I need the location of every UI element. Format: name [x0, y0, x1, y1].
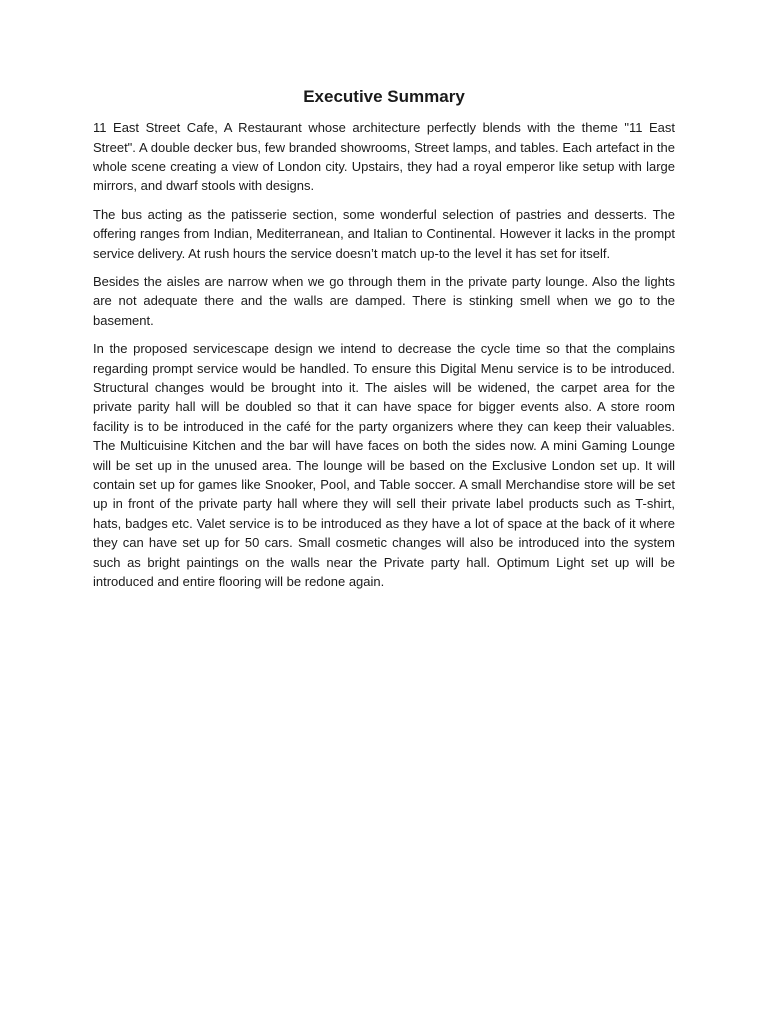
document-title: Executive Summary: [303, 87, 465, 106]
paragraph-text: In the proposed servicescape design we intend to decrease the cycle time so that the complains regarding prompt service would be handled. To ensure this Digital Menu service is to be introduced. Structural changes would be brought into it. The aisles will be widened, the carpet area for the private parity hall will be doubled so that it can have space for bigger events also. A store room facility is to be introduced in the café for the party organizers where they can keep their valuables. The Multicuisine Kitchen and the bar will have faces on both the sides now. A mini Gaming Lounge will be set up in the unused area. The lounge will be based on the Exclusive London set up. It will contain set up for games like Snooker, Pool, and Table soccer. A small Merchandise store will be set up in front of the private party hall where they will sell their private label products such as T-shirt, hats, badges etc. Valet service is to be introduced as they have a lot of space at the back of it where they can have set up for 50 cars. Small cosmetic changes will also be introduced into the system such as bright paintings on the walls near the Private party hall. Optimum Light set up will be introduced and entire flooring will be redone again.: [93, 341, 675, 590]
paragraph-text: The bus acting as the patisserie section, some wonderful selection of pastries and desserts. The offering ranges from Indian, Mediterranean, and Italian to Continental. However it lacks in the prompt service delivery. At rush hours the service doesn’t match up-to the level it has set for itself.: [93, 206, 675, 261]
paragraph-text: perfectly blends with the theme "11 East Street". A double decker bus, few branded showrooms, Street lamps, and tables. Each artefact in the whole scene creating a view of London city. Upstairs, they had a royal emperor like setup with large mirrors, and dwarf stools with designs.: [93, 120, 676, 194]
paragraph-lead: 11 East Street Cafe, A Restaurant whose architecture: [93, 120, 421, 136]
document-page: [93, 86, 675, 600]
paragraph-patisserie: [93, 205, 675, 263]
paragraph-proposal: [93, 339, 675, 591]
paragraph-intro: [93, 118, 675, 196]
paragraph-issues: [93, 272, 675, 330]
paragraph-text: Besides the aisles are narrow when we go through them in the private party lounge. Also the lights are not adequate there and the walls are damped. There is stinking smell when we go to the basement.: [93, 273, 675, 328]
